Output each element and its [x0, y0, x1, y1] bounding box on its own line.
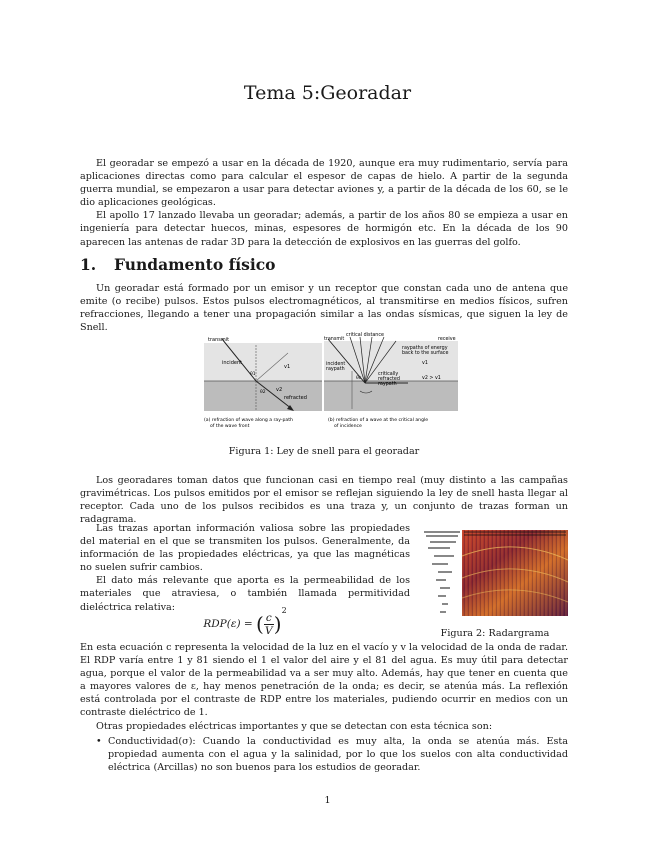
- theta-c-label: θc: [356, 376, 362, 381]
- section-paragraph: [80, 282, 568, 334]
- critically-label: raypath: [378, 382, 397, 387]
- intro-paragraph: El georadar se empezó a usar en la década de 1920, aunque era muy rudimentario, servía para aplicaciones directas como para calcular el espesor de capas de hielo. A partir de la segunda guerra mundial, se empezaron a usar para detectar aviones y, a partir de la década de los 60, se le dio aplicaciones geológicas.: [80, 158, 568, 209]
- list-item: [96, 735, 568, 774]
- equation-paragraph: [80, 641, 568, 733]
- equation-lhs: RDP(ε) =: [203, 618, 257, 630]
- equation-exponent: 2: [281, 606, 287, 615]
- theta2-label: θ2: [260, 390, 266, 395]
- intro-paragraph: El apollo 17 lanzado llevaba un georadar; además, a partir de los años 80 se empieza a usar en ingeniería para detectar huecos, minas, espesores de hormigón etc. En la década de los 90 aparecen las antenas de radar 3D para la detección de explosivos en las guerras del golfo.: [80, 210, 568, 248]
- equation-numerator: c: [265, 611, 272, 624]
- figure1-caption: Figura 1: Ley de snell para el georadar: [228, 446, 420, 457]
- left-subcaption: (a) refraction of wave along a ray-path: [204, 418, 293, 423]
- page-title: Tema 5:Georadar: [243, 82, 412, 104]
- bullet-icon: •: [96, 736, 102, 747]
- narrow-text: [80, 522, 410, 614]
- raypaths-label: raypaths of energy: [402, 346, 448, 351]
- paragraph: En esta ecuación c representa la velocidad de la luz en el vacío y v la velocidad de la onda de radar. El RDP varía entre 1 y 81 siendo el 1 el valor del aire y el 81 del agua. Es muy útil para detectar agua, porque el valor de la permeabilidad va a ser muy alto. Además, hay que tener en cuenta que a mayores valores de ε, hay menos penetración de la onda; es decir, se atenúa más. La reflexión está controlada por el contraste de RDP entre los materiales, pudiendo ocurrir en medios con un contraste dieléctrico de 1.: [80, 642, 568, 719]
- paragraph: Otras propiedades eléctricas importantes y que se detectan con esta técnica son:: [96, 720, 493, 732]
- section-heading: [80, 255, 276, 274]
- incident-label: incident: [326, 362, 346, 367]
- right-subcaption: of incidence: [334, 424, 362, 429]
- incident-label: incident: [222, 360, 243, 366]
- snell-figure: [200, 331, 470, 435]
- intro-text: [80, 157, 568, 249]
- paragraph: Los georadares toman datos que funcionan casi en tiempo real (muy distinto a las campañas gravimétricas. Los pulsos emitidos por el emisor se reflejan siguiendo la ley de snell hasta llegar al receptor. Cada uno de los pulsos recibidos es una traza y, un conjunto de trazas forman un radagrama.: [80, 475, 568, 526]
- radargram-figure: [420, 526, 570, 622]
- theta1-label: θ1: [250, 372, 256, 377]
- raypaths-label: back to the surface: [402, 351, 449, 356]
- v1-label: v1: [422, 361, 428, 366]
- refracted-label: refracted: [284, 395, 307, 401]
- v2-label: v2: [276, 387, 283, 393]
- paragraph: Un georadar está formado por un emisor y un receptor que constan cada uno de antena que emite (o recibe) pulsos. Estos pulsos electromagnéticos, al transmitirse en medios físicos, sufren refracciones, llegando a tener una propagación similar a las ondas sísmicas, que siguen la ley de Snell.: [80, 283, 568, 334]
- paragraph: Las trazas aportan información valiosa sobre las propiedades del material en el que se transmiten los pulsos. Generalmente, da información de las propiedades eléctricas, ya que las magnéticas no suelen sufrir cambios.: [80, 523, 410, 574]
- snell-diagram: [200, 331, 470, 431]
- raypath-label: raypath: [326, 367, 345, 372]
- equation-denominator: V: [265, 624, 273, 637]
- v1-label: v1: [284, 364, 291, 370]
- left-subcaption: of the wave front: [210, 424, 250, 429]
- page-number: 1: [324, 795, 331, 806]
- critical-distance-label: critical distance: [346, 333, 384, 338]
- critically-label: critically: [378, 372, 399, 377]
- receive-label: receive: [438, 337, 456, 342]
- right-subcaption: (b) refraction of a wave at the critical angle: [328, 418, 429, 423]
- radargram-image: [420, 526, 570, 618]
- critically-label: refracted: [378, 377, 400, 382]
- section-title: Fundamento físico: [114, 255, 276, 274]
- list-item-text: Conductividad(σ): Cuando la conductividad es muy alta, la onda se atenúa más. Esta propiedad aumenta con el agua y la salinidad, por lo que los suelos con alta conductividad eléctrica (Arcillas) no son buenos para los estudios de georadar.: [108, 736, 568, 774]
- section-number: 1.: [80, 255, 97, 274]
- rdp-equation: RDP(ε) = ( $\frac{c}{V}$ )$^2$: [203, 606, 287, 637]
- paragraph: El dato más relevante que aporta es la permeabilidad de los materiales que atraviesa, o también llamada permitividad dieléctrica relativa:: [80, 575, 410, 613]
- data-paragraph: [80, 474, 568, 526]
- figure2-caption: Figura 2: Radargrama: [440, 628, 550, 639]
- v2-greater-label: v2 > v1: [422, 376, 441, 381]
- transmit-label: transmit: [324, 337, 345, 342]
- transmit-label: transmit: [208, 337, 230, 343]
